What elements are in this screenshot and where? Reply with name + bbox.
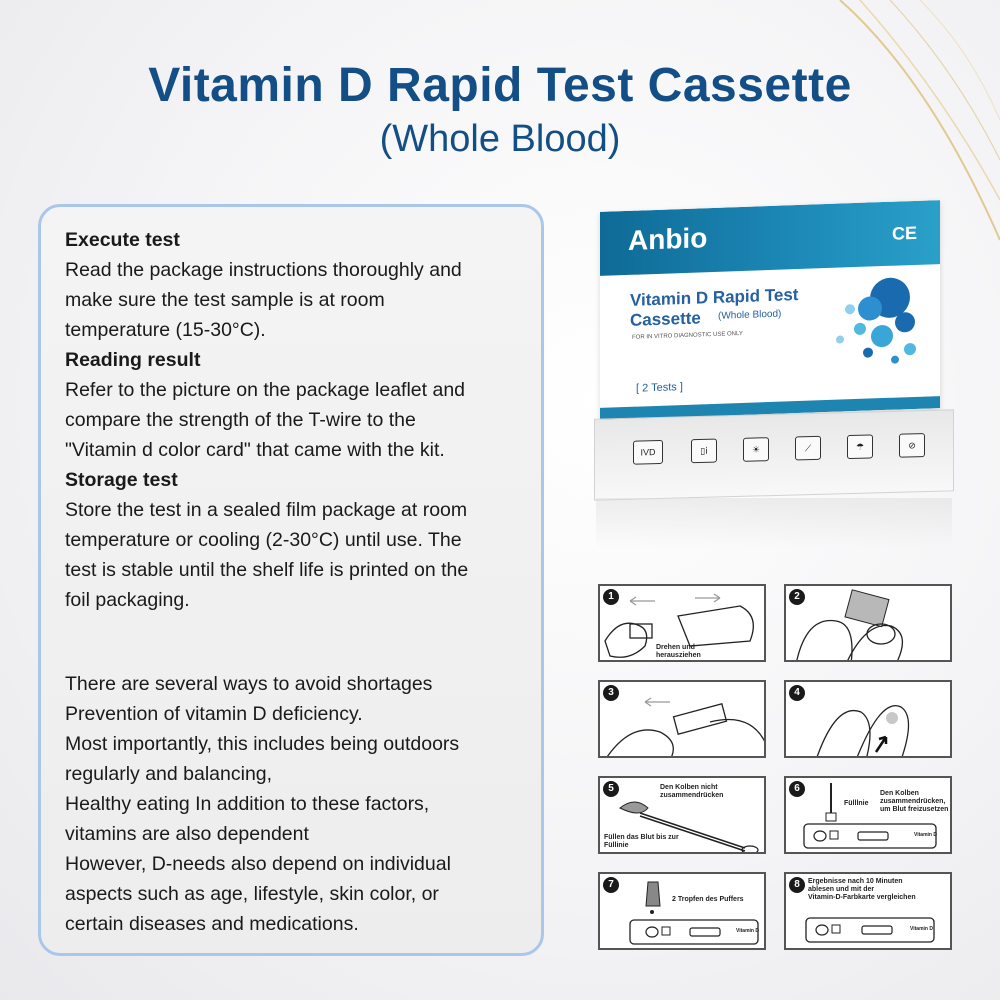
book-icon: ▯ⅰ bbox=[691, 438, 717, 463]
box-ivd-note: FOR IN VITRO DIAGNOSTIC USE ONLY bbox=[632, 330, 743, 341]
no-reuse-icon: ⊘ bbox=[899, 433, 925, 458]
step-number: 8 bbox=[789, 877, 805, 893]
step-number: 4 bbox=[789, 685, 805, 701]
step-number: 2 bbox=[789, 589, 805, 605]
finger-cleaning-icon bbox=[786, 586, 952, 662]
step-6 bbox=[784, 776, 952, 854]
brand-logo: Anbio bbox=[628, 222, 708, 256]
step-number: 6 bbox=[789, 781, 805, 797]
section-line: Read the package instructions thoroughly and bbox=[65, 259, 462, 281]
step-3 bbox=[598, 680, 766, 758]
section-line: temperature (15-30°C). bbox=[65, 319, 266, 341]
step-caption-line: ablesen und mit der bbox=[808, 886, 875, 893]
step-caption bbox=[808, 878, 916, 902]
section-line: Store the test in a sealed film package at room bbox=[65, 499, 468, 521]
ivd-icon: IVD bbox=[633, 440, 663, 465]
step-caption bbox=[604, 834, 679, 850]
step-8 bbox=[784, 872, 952, 950]
section-heading: Reading result bbox=[65, 349, 201, 371]
step-5 bbox=[598, 776, 766, 854]
step-number: 7 bbox=[603, 877, 619, 893]
section-line: test is stable until the shelf life is printed on the bbox=[65, 559, 469, 581]
note-line: regularly and balancing, bbox=[65, 763, 273, 785]
step-caption-line: Füllinie bbox=[604, 842, 629, 849]
info-panel bbox=[38, 204, 544, 956]
box-title-line: Cassette bbox=[630, 308, 701, 330]
section-line: make sure the test sample is at room bbox=[65, 289, 385, 311]
step-7 bbox=[598, 872, 766, 950]
note-line: certain diseases and medications. bbox=[65, 913, 359, 935]
step-caption: Fülllnie bbox=[844, 800, 869, 807]
step-caption-line: Den Kolben nicht bbox=[660, 784, 718, 791]
box-tests-count: [ 2 Tests ] bbox=[636, 381, 683, 395]
product-box-image bbox=[592, 200, 964, 560]
umbrella-icon: ☂ bbox=[847, 434, 873, 459]
section-line: foil packaging. bbox=[65, 589, 190, 611]
step-caption-line: Den Kolben bbox=[880, 790, 919, 797]
step-caption-line: Ergebnisse nach 10 Minuten bbox=[808, 878, 903, 885]
note-line: Most importantly, this includes being outdoors bbox=[65, 733, 460, 755]
step-caption bbox=[880, 790, 948, 814]
step-number: 5 bbox=[603, 781, 619, 797]
buffer-drops-icon bbox=[600, 874, 766, 950]
page-title: Vitamin D Rapid Test Cassette bbox=[148, 59, 852, 112]
box-subtitle: (Whole Blood) bbox=[718, 308, 782, 322]
step-caption-line: um Blut freizusetzen bbox=[880, 806, 949, 813]
step-2 bbox=[784, 584, 952, 662]
note-line: Healthy eating In addition to these factors, bbox=[65, 793, 430, 815]
lancet-cap-icon bbox=[600, 682, 766, 758]
step-1 bbox=[598, 584, 766, 662]
step-caption-line: Drehen und bbox=[656, 644, 695, 651]
section-line: temperature or cooling (2-30°C) until use. The bbox=[65, 529, 462, 551]
page-subtitle: (Whole Blood) bbox=[379, 118, 621, 160]
box-reflection bbox=[596, 498, 952, 548]
section-heading: Execute test bbox=[65, 229, 180, 251]
box-title-line: Vitamin D Rapid Test bbox=[630, 285, 799, 310]
step-caption-line: zusammendrücken bbox=[660, 792, 724, 799]
step-4 bbox=[784, 680, 952, 758]
note-line: aspects such as age, lifestyle, skin color, or bbox=[65, 883, 439, 905]
notes-text bbox=[65, 669, 535, 939]
step-caption-line: Vitamin-D-Farbkarte vergleichen bbox=[808, 894, 916, 901]
temperature-icon: ⟋ bbox=[795, 436, 821, 461]
step-number: 3 bbox=[603, 685, 619, 701]
box-front bbox=[600, 200, 940, 420]
section-line: "Vitamin d color card" that came with the kit. bbox=[65, 439, 445, 461]
section-heading: Storage test bbox=[65, 469, 178, 491]
cassette-label: Vitamin D bbox=[910, 926, 933, 932]
ce-mark: CE bbox=[892, 222, 918, 244]
section-line: Refer to the picture on the package leaflet and bbox=[65, 379, 466, 401]
box-side bbox=[594, 409, 954, 500]
section-line: compare the strength of the T-wire to the bbox=[65, 409, 416, 431]
instructions-text bbox=[65, 225, 535, 615]
finger-prick-icon bbox=[786, 682, 952, 758]
step-caption-line: herausziehen bbox=[656, 652, 701, 659]
note-line: However, D-needs also depend on individual bbox=[65, 853, 451, 875]
cassette-label: Vitamin D bbox=[736, 928, 759, 934]
step-caption bbox=[656, 644, 701, 660]
step-caption-line: zusammendrücken, bbox=[880, 798, 946, 805]
note-line: There are several ways to avoid shortages bbox=[65, 673, 433, 695]
molecule-graphic-icon bbox=[810, 266, 930, 380]
note-line: vitamins are also dependent bbox=[65, 823, 309, 845]
step-number: 1 bbox=[603, 589, 619, 605]
step-caption: 2 Tropfen des Puffers bbox=[672, 896, 744, 903]
note-line: Prevention of vitamin D deficiency. bbox=[65, 703, 363, 725]
cassette-label: Vitamin D bbox=[914, 832, 937, 838]
sun-icon: ☀ bbox=[743, 437, 769, 462]
step-caption-line: Füllen das Blut bis zur bbox=[604, 834, 679, 841]
step-caption bbox=[660, 784, 723, 800]
